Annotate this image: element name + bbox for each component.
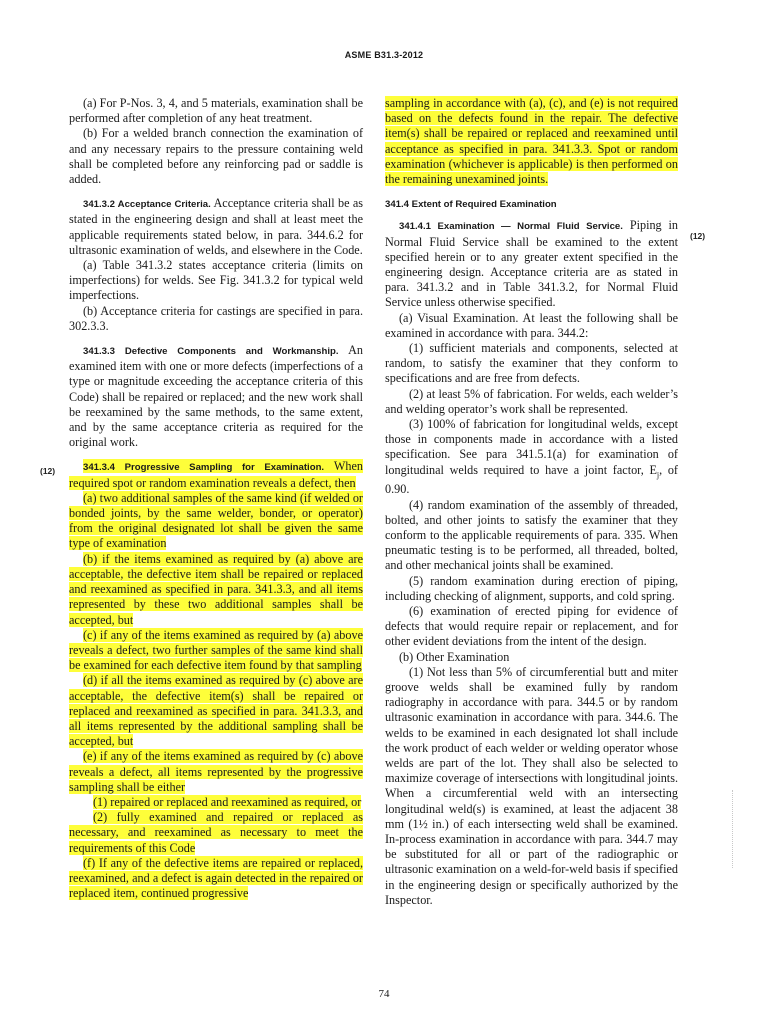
para-3414e2: (2) fully examined and repaired or replaced as necessary, and reexamined as necessary to meet the requirements of this Code bbox=[69, 810, 363, 855]
para-34141a: (a) Visual Examination. At least the following shall be examined in accordance with para. 344.2: bbox=[385, 310, 678, 340]
para-3414d: (d) if all the items examined as required by (c) above are acceptable, the defective item(s) shall be repaired or replaced and reexamined as specified in para. 341.3.3, and all items represented by the additional sampling shall be accepted, but bbox=[69, 673, 363, 749]
para-3412a: (a) Table 341.3.2 states acceptance criteria (limits on imperfections) for welds. See Fig. 341.3.2 for typical weld imperfections. bbox=[69, 258, 363, 303]
running-header: ASME B31.3-2012 bbox=[344, 50, 424, 60]
heading-3413: 341.3.3 Defective Components and Workmanship. bbox=[83, 346, 339, 358]
left-column bbox=[69, 96, 363, 901]
heading-3412: 341.3.2 Acceptance Criteria. bbox=[83, 199, 211, 211]
heading-3414: 341.3.4 Progressive Sampling for Examination. bbox=[83, 462, 325, 474]
section-3413 bbox=[69, 343, 363, 450]
para-3413-text: An examined item with one or more defects (imperfections of a type or magnitude exceeding the acceptance criteria of this Code) shall be repaired or replaced; and the new work shall be reexamined by the same methods, to the same extent, and by the same acceptance criteria as required for the original work. bbox=[69, 343, 363, 450]
right-column bbox=[385, 96, 678, 908]
revision-tag-right: (12) bbox=[690, 231, 706, 241]
heading-34141: 341.4.1 Examination — Normal Fluid Service. bbox=[399, 221, 623, 233]
revision-tag-left: (12) bbox=[40, 466, 56, 476]
section-34141 bbox=[385, 218, 678, 310]
page-number: 74 bbox=[378, 988, 390, 1000]
para-3411a: (a) For P-Nos. 3, 4, and 5 materials, examination shall be performed after completion of any heat treatment. bbox=[69, 96, 363, 126]
para-3412-text: Acceptance criteria shall be as stated in the engineering design and shall at least meet the applicable requirements stated below, in para. 344.6.2 for ultrasonic examination of welds, and elsewhere in the Code. bbox=[69, 196, 364, 257]
section-3412 bbox=[69, 196, 363, 258]
other-exam-label: (b) Other Examination bbox=[399, 649, 510, 664]
para-34141-text: Piping in Normal Fluid Service shall be examined to the extent specified herein or to any greater extent specified in the engineering design. Acceptance criteria are as stated in para. 341.3.2 and in Table 341.3.2, for Normal Fluid Service unless otherwise specified. bbox=[385, 218, 679, 310]
heading-3414-extent: 341.4 Extent of Required Examination bbox=[385, 199, 557, 211]
para-34141a2: (2) at least 5% of fabrication. For welds, each welder’s and welding operator’s work shall be represented. bbox=[385, 386, 678, 416]
para-3414e1: (1) repaired or replaced and reexamined as required, or bbox=[93, 794, 362, 809]
para-3414a: (a) two additional samples of the same kind (if welded or bonded joints, by the same welder, bonder, or operator) from the original designated lot shall be given the same type of examination bbox=[69, 490, 363, 551]
para-3414-text: When required spot or random examination reveals a defect, then bbox=[69, 459, 364, 490]
para-3412b: (b) Acceptance criteria for castings are specified in para. 302.3.3. bbox=[69, 303, 363, 333]
para-34141a1: (1) sufficient materials and components, selected at random, to satisfy the examiner that they conform to specifications and are free from defects. bbox=[385, 341, 678, 386]
para-34141a3: (3) 100% of fabrication for longitudinal welds, except those in components made in accordance with a listed specification. See para 341.5.1(a) for examination of longitudinal welds required to have a joint factor, $E_j$, of 0.90. bbox=[385, 417, 678, 497]
para-3411b: (b) For a welded branch connection the examination of and any necessary repairs to the pressure containing weld shall be completed before any reinforcing pad or saddle is added. bbox=[69, 126, 363, 187]
visual-exam-label: (a) Visual Examination. bbox=[399, 310, 519, 325]
para-3414b: (b) if the items examined as required by (a) above are acceptable, the defective item shall be repaired or replaced and reexamined as specified in para. 341.3.3, and all items represented by these two additional samples shall be accepted, but bbox=[69, 551, 363, 627]
para-34141b1: (1) Not less than 5% of circumferential butt and miter groove welds shall be examined fully by random radiography in accordance with para. 344.5 or by random ultrasonic examination in accordance with para. 344.6. The welds to be examined in each designated lot shall include the work product of each welder or welding operator whose welds are part of the lot. They shall also be selected to maximize coverage of intersections with longitudinal joints. When a circumferential weld with an intersecting longitudinal weld(s) is examined, at least the adjacent 38 mm (1½ in.) of each intersecting weld shall be examined. In-process examination in accordance with para. 344.7 may be substituted for all or part of the radiographic or ultrasonic examination on a weld-for-weld basis if specified in the engineering design or specifically authorized by the Inspector. bbox=[385, 664, 678, 907]
para-34141a4: (4) random examination of the assembly of threaded, bolted, and other joints to satisfy the examiner that they conform to the applicable requirements of para. 335. When pneumatic testing is to be performed, all threaded, bolted, and other mechanical joints shall be examined. bbox=[385, 497, 678, 573]
para-34141a6: (6) examination of erected piping for evidence of defects that would require repair or replacement, and for other evident deviations from the intent of the design. bbox=[385, 603, 678, 649]
para-3414c: (c) if any of the items examined as required by (a) above reveals a defect, two further samples of the same kind shall be examined for each defective item found by that sampling bbox=[69, 627, 363, 673]
para-3414f: (f) If any of the defective items are repaired or replaced, reexamined, and a defect is again detected in the repaired or replaced item, continued progressive bbox=[69, 855, 363, 901]
margin-dotted-line bbox=[732, 790, 734, 868]
para-3414f-continued: sampling in accordance with (a), (c), and (e) is not required based on the defects found in the repair. The defective item(s) shall be repaired or replaced and reexamined until acceptance as specified in para. 341.3.3. Spot or random examination (whichever is applicable) is then performed on the remaining unexamined joints. bbox=[385, 96, 678, 187]
section-3414 bbox=[69, 459, 363, 490]
para-3414e: (e) if any of the items examined as required by (c) above reveals a defect, all items represented by the progressive sampling shall be either bbox=[69, 749, 363, 794]
para-34141a5: (5) random examination during erection of piping, including checking of alignment, supports, and cold spring. bbox=[385, 573, 678, 603]
